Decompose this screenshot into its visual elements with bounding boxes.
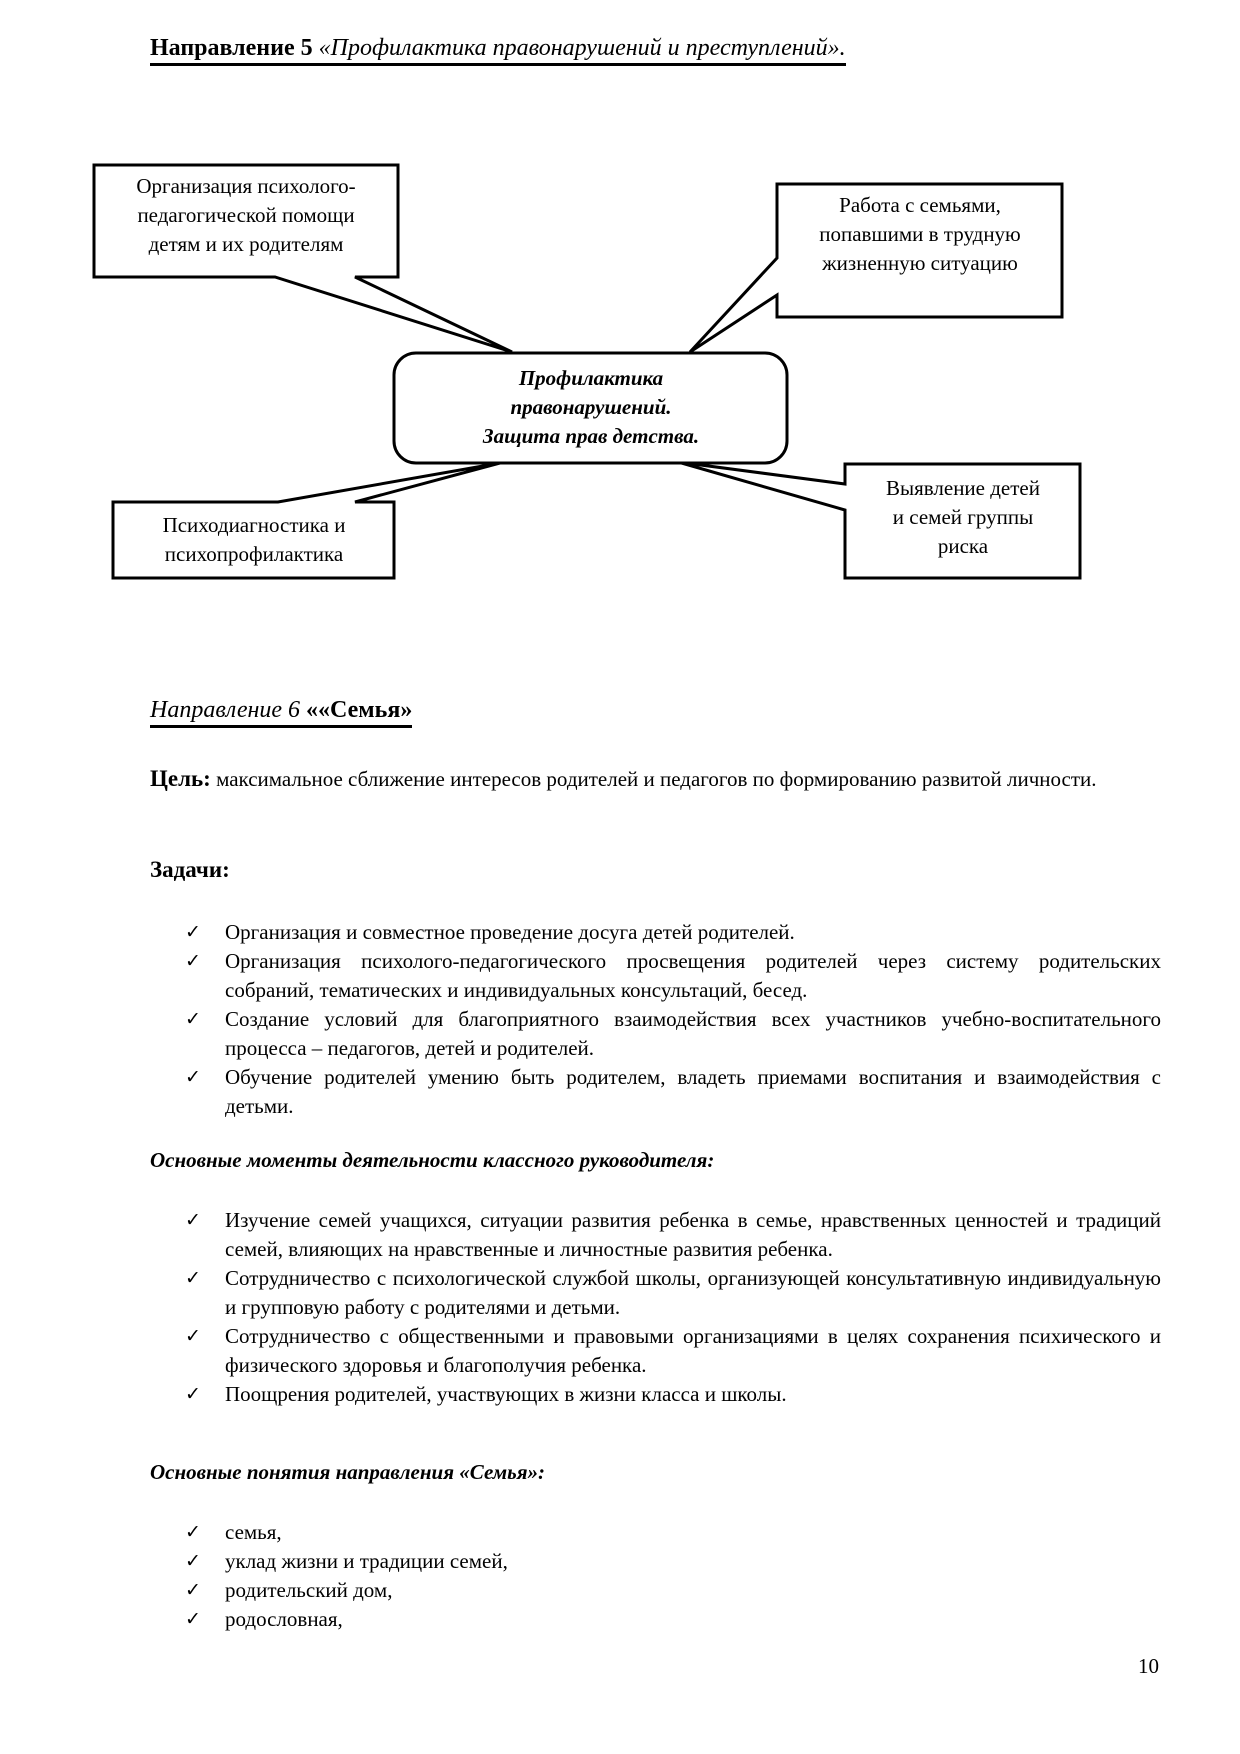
center-line: правонарушений.: [510, 395, 672, 419]
list-item: [185, 1518, 1161, 1547]
list-item-text: Сотрудничество с общественными и правовыми организациями в целях сохранения психического и физического здоровья и благополучия ребенка.: [225, 1324, 1161, 1377]
checkmark-icon: ✓: [185, 1067, 201, 1088]
concepts-heading: Основные понятия направления «Семья»:: [150, 1460, 546, 1484]
section6-heading-title: ««Семья»: [306, 697, 413, 723]
tasks-list: [185, 918, 1161, 1121]
list-item-text: Создание условий для благоприятного взаимодействия всех участников учебно-воспитательного процесса – педагогов, детей и родителей.: [225, 1007, 1161, 1060]
checkmark-icon: ✓: [185, 1609, 201, 1630]
goal-paragraph: [76, 764, 1161, 794]
list-item: [185, 1547, 1161, 1576]
center-line: Профилактика: [518, 366, 664, 390]
checkmark-icon: ✓: [185, 1522, 201, 1543]
list-item-text: Поощрения родителей, участвующих в жизни класса и школы.: [225, 1382, 787, 1406]
list-item: [185, 1005, 1161, 1063]
checkmark-icon: ✓: [185, 1326, 201, 1347]
diagram-node-psychodiagnostics: [116, 511, 392, 569]
list-item: [185, 918, 1161, 947]
moments-list: [185, 1206, 1161, 1409]
list-item: [185, 1206, 1161, 1264]
node-line: педагогической помощи: [137, 203, 355, 227]
center-line: Защита прав детства.: [482, 424, 700, 448]
goal-label: Цель:: [150, 766, 211, 791]
list-item: [185, 1380, 1161, 1409]
node-line: Работа с семьями,: [839, 193, 1001, 217]
section5-heading-title: «Профилактика правонарушений и преступлений».: [318, 35, 846, 61]
section6-heading: [150, 695, 412, 728]
diagram-center-node: [398, 364, 784, 451]
prevention-diagram: [0, 0, 1240, 620]
checkmark-icon: ✓: [185, 1551, 201, 1572]
checkmark-icon: ✓: [185, 922, 201, 943]
section5-heading-prefix: Направление 5: [150, 35, 319, 61]
list-item-text: семья,: [225, 1520, 282, 1544]
diagram-node-psych-help: [98, 172, 394, 259]
node-line: Выявление детей: [885, 476, 1040, 500]
checkmark-icon: ✓: [185, 1580, 201, 1601]
checkmark-icon: ✓: [185, 1268, 201, 1289]
goal-text: максимальное сближение интересов родителей и педагогов по формированию развитой личности.: [210, 767, 1097, 791]
list-item-text: Организация и совместное проведение досуга детей родителей.: [225, 920, 795, 944]
list-item: [185, 1063, 1161, 1121]
node-line: жизненную ситуацию: [822, 251, 1018, 275]
node-line: попавшими в трудную: [819, 222, 1021, 246]
diagram-node-families-difficult: [780, 191, 1060, 278]
node-line: Организация психолого-: [136, 174, 356, 198]
list-item: [185, 1322, 1161, 1380]
list-item: [185, 1264, 1161, 1322]
list-item-text: Обучение родителей умению быть родителем, владеть приемами воспитания и взаимодействия с детьми.: [225, 1065, 1161, 1118]
checkmark-icon: ✓: [185, 1009, 201, 1030]
list-item-text: родословная,: [225, 1607, 343, 1631]
page-number: 10: [1138, 1654, 1159, 1678]
checkmark-icon: ✓: [185, 1384, 201, 1405]
list-item: [185, 1576, 1161, 1605]
list-item-text: родительский дом,: [225, 1578, 393, 1602]
list-item-text: уклад жизни и традиции семей,: [225, 1549, 508, 1573]
tasks-heading: Задачи:: [150, 857, 230, 882]
moments-heading: Основные моменты деятельности классного руководителя:: [150, 1148, 715, 1172]
node-line: психопрофилактика: [164, 542, 344, 566]
list-item-text: Изучение семей учащихся, ситуации развития ребенка в семье, нравственных ценностей и традиций семей, влияющих на нравственные и личностные развития ребенка.: [225, 1208, 1161, 1261]
list-item-text: Сотрудничество с психологической службой школы, организующей консультативную индивидуальную и групповую работу с родителями и детьми.: [225, 1266, 1161, 1319]
list-item: [185, 1605, 1161, 1634]
concepts-list: [185, 1518, 1161, 1634]
node-line: детям и их родителям: [148, 232, 344, 256]
node-line: Психодиагностика и: [162, 513, 346, 537]
diagram-node-risk-group: [848, 474, 1078, 561]
node-line: и семей группы: [892, 505, 1034, 529]
node-line: риска: [937, 534, 989, 558]
section6-heading-prefix: Направление 6: [150, 697, 307, 723]
checkmark-icon: ✓: [185, 951, 201, 972]
checkmark-icon: ✓: [185, 1210, 201, 1231]
list-item: [185, 947, 1161, 1005]
list-item-text: Организация психолого-педагогического просвещения родителей через систему родительских собраний, тематических и индивидуальных консультаций, бесед.: [225, 949, 1161, 1002]
